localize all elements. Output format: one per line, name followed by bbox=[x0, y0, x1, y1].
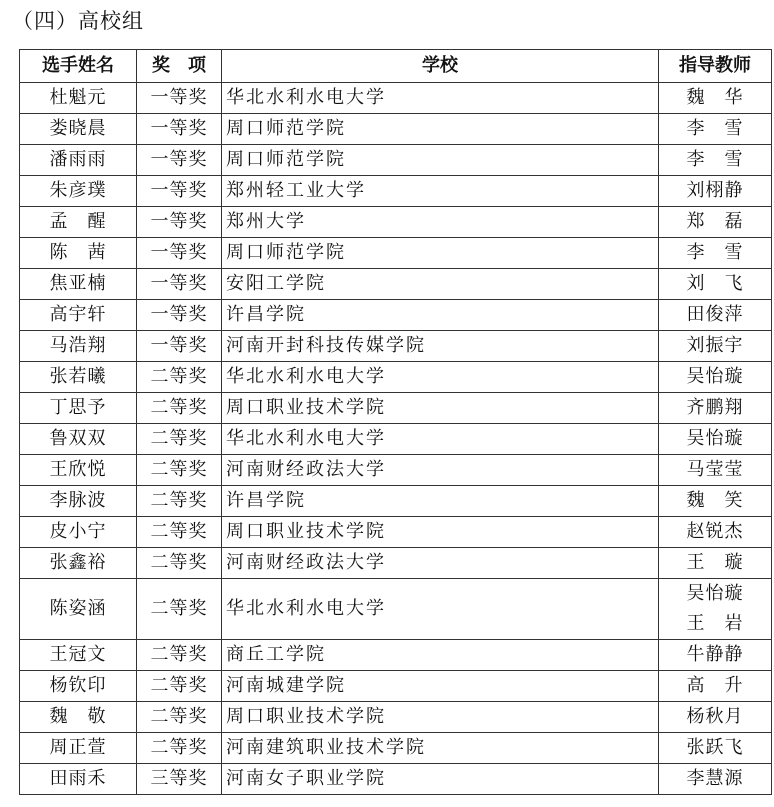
table-row bbox=[20, 331, 772, 362]
advisor-name: 高 升 bbox=[686, 675, 744, 696]
school-name: 华北水利水电大学 bbox=[222, 362, 659, 393]
table-row bbox=[20, 362, 772, 393]
award-level: 一等奖 bbox=[137, 238, 222, 269]
advisor-cell bbox=[659, 424, 772, 455]
school-name: 安阳工学院 bbox=[222, 269, 659, 300]
advisor-cell bbox=[659, 83, 772, 114]
advisor-name: 杨秋月 bbox=[686, 706, 744, 727]
table-row bbox=[20, 424, 772, 455]
advisor-cell bbox=[659, 238, 772, 269]
table-row bbox=[20, 455, 772, 486]
advisor-name: 吴怡璇 bbox=[686, 366, 744, 387]
award-level: 一等奖 bbox=[137, 176, 222, 207]
table-row bbox=[20, 393, 772, 424]
contestant-name: 高宇轩 bbox=[20, 300, 137, 331]
school-name: 河南财经政法大学 bbox=[222, 548, 659, 579]
contestant-name: 王冠文 bbox=[20, 640, 137, 671]
contestant-name: 马浩翔 bbox=[20, 331, 137, 362]
award-level: 二等奖 bbox=[137, 455, 222, 486]
school-name: 河南城建学院 bbox=[222, 671, 659, 702]
contestant-name: 张若曦 bbox=[20, 362, 137, 393]
school-name: 许昌学院 bbox=[222, 486, 659, 517]
contestant-name: 丁思予 bbox=[20, 393, 137, 424]
contestant-name: 焦亚楠 bbox=[20, 269, 137, 300]
school-name: 周口职业技术学院 bbox=[222, 517, 659, 548]
table-row bbox=[20, 269, 772, 300]
advisor-name: 吴怡璇 bbox=[686, 583, 744, 604]
advisor-cell bbox=[659, 517, 772, 548]
advisor-name: 刘栩静 bbox=[686, 180, 744, 201]
contestant-name: 田雨禾 bbox=[20, 764, 137, 795]
advisor-name: 王 岩 bbox=[686, 613, 744, 634]
advisor-name: 赵锐杰 bbox=[686, 521, 744, 542]
award-level: 二等奖 bbox=[137, 579, 222, 640]
school-name: 河南财经政法大学 bbox=[222, 455, 659, 486]
advisor-cell bbox=[659, 362, 772, 393]
advisor-cell bbox=[659, 764, 772, 795]
school-name: 河南建筑职业技术学院 bbox=[222, 733, 659, 764]
table-row bbox=[20, 702, 772, 733]
contestant-name: 娄晓晨 bbox=[20, 114, 137, 145]
award-level: 二等奖 bbox=[137, 702, 222, 733]
table-row bbox=[20, 671, 772, 702]
award-level: 一等奖 bbox=[137, 269, 222, 300]
contestant-name: 张鑫裕 bbox=[20, 548, 137, 579]
advisor-name: 张跃飞 bbox=[686, 737, 744, 758]
school-name: 周口师范学院 bbox=[222, 114, 659, 145]
award-level: 二等奖 bbox=[137, 362, 222, 393]
advisor-name: 魏 笑 bbox=[686, 490, 744, 511]
advisor-cell bbox=[659, 176, 772, 207]
award-level: 二等奖 bbox=[137, 733, 222, 764]
advisor-name: 王 璇 bbox=[686, 552, 744, 573]
table-row bbox=[20, 579, 772, 640]
advisor-cell bbox=[659, 579, 772, 640]
table-row bbox=[20, 733, 772, 764]
table-row bbox=[20, 207, 772, 238]
contestant-name: 王欣悦 bbox=[20, 455, 137, 486]
advisor-cell bbox=[659, 331, 772, 362]
award-level: 一等奖 bbox=[137, 207, 222, 238]
advisor-name: 齐鹏翔 bbox=[686, 397, 744, 418]
section-title: （四）高校组 bbox=[12, 9, 144, 33]
advisor-cell bbox=[659, 300, 772, 331]
school-name: 河南女子职业学院 bbox=[222, 764, 659, 795]
school-name: 商丘工学院 bbox=[222, 640, 659, 671]
advisor-cell bbox=[659, 145, 772, 176]
table-body bbox=[20, 83, 772, 795]
advisor-name: 李慧源 bbox=[686, 768, 744, 789]
table-row bbox=[20, 548, 772, 579]
award-level: 一等奖 bbox=[137, 145, 222, 176]
school-name: 华北水利水电大学 bbox=[222, 579, 659, 640]
advisor-cell bbox=[659, 702, 772, 733]
contestant-name: 杜魁元 bbox=[20, 83, 137, 114]
award-level: 二等奖 bbox=[137, 640, 222, 671]
school-name: 华北水利水电大学 bbox=[222, 83, 659, 114]
table-row bbox=[20, 517, 772, 548]
table-row bbox=[20, 114, 772, 145]
advisor-cell bbox=[659, 207, 772, 238]
school-name: 周口师范学院 bbox=[222, 238, 659, 269]
table-row bbox=[20, 83, 772, 114]
advisor-cell bbox=[659, 486, 772, 517]
advisor-cell bbox=[659, 548, 772, 579]
table-row bbox=[20, 145, 772, 176]
school-name: 周口职业技术学院 bbox=[222, 393, 659, 424]
advisor-name: 李 雪 bbox=[686, 118, 744, 139]
award-level: 一等奖 bbox=[137, 83, 222, 114]
school-name: 华北水利水电大学 bbox=[222, 424, 659, 455]
contestant-name: 周正萱 bbox=[20, 733, 137, 764]
advisor-name: 李 雪 bbox=[686, 242, 744, 263]
award-level: 二等奖 bbox=[137, 671, 222, 702]
award-level: 三等奖 bbox=[137, 764, 222, 795]
contestant-name: 陈姿涵 bbox=[20, 579, 137, 640]
advisor-name: 刘 飞 bbox=[686, 273, 744, 294]
award-level: 二等奖 bbox=[137, 393, 222, 424]
advisor-name: 牛静静 bbox=[686, 644, 744, 665]
table-row bbox=[20, 238, 772, 269]
award-level: 二等奖 bbox=[137, 548, 222, 579]
school-name: 郑州大学 bbox=[222, 207, 659, 238]
school-name: 周口职业技术学院 bbox=[222, 702, 659, 733]
table-header-row bbox=[20, 50, 772, 83]
header-teacher: 指导教师 bbox=[659, 50, 772, 83]
advisor-name: 刘振宇 bbox=[686, 335, 744, 356]
advisor-cell bbox=[659, 269, 772, 300]
advisor-cell bbox=[659, 733, 772, 764]
advisor-name: 吴怡璇 bbox=[686, 428, 744, 449]
advisor-name: 魏 华 bbox=[686, 87, 744, 108]
award-level: 二等奖 bbox=[137, 517, 222, 548]
advisor-name: 马莹莹 bbox=[686, 459, 744, 480]
contestant-name: 鲁双双 bbox=[20, 424, 137, 455]
award-level: 二等奖 bbox=[137, 424, 222, 455]
contestant-name: 陈 茜 bbox=[20, 238, 137, 269]
advisor-cell bbox=[659, 393, 772, 424]
contestant-name: 孟 醒 bbox=[20, 207, 137, 238]
advisor-name: 李 雪 bbox=[686, 149, 744, 170]
table-row bbox=[20, 764, 772, 795]
contestant-name: 朱彦璞 bbox=[20, 176, 137, 207]
award-level: 一等奖 bbox=[137, 331, 222, 362]
school-name: 许昌学院 bbox=[222, 300, 659, 331]
school-name: 周口师范学院 bbox=[222, 145, 659, 176]
award-level: 二等奖 bbox=[137, 486, 222, 517]
awards-table bbox=[19, 49, 772, 795]
advisor-cell bbox=[659, 640, 772, 671]
table-row bbox=[20, 176, 772, 207]
header-name: 选手姓名 bbox=[20, 50, 137, 83]
award-level: 一等奖 bbox=[137, 114, 222, 145]
table-row bbox=[20, 300, 772, 331]
header-award: 奖 项 bbox=[137, 50, 222, 83]
contestant-name: 李脉波 bbox=[20, 486, 137, 517]
advisor-cell bbox=[659, 671, 772, 702]
award-level: 一等奖 bbox=[137, 300, 222, 331]
advisor-cell bbox=[659, 455, 772, 486]
contestant-name: 潘雨雨 bbox=[20, 145, 137, 176]
table-row bbox=[20, 640, 772, 671]
advisor-cell bbox=[659, 114, 772, 145]
contestant-name: 魏 敬 bbox=[20, 702, 137, 733]
table-row bbox=[20, 486, 772, 517]
school-name: 郑州轻工业大学 bbox=[222, 176, 659, 207]
advisor-name: 田俊萍 bbox=[686, 304, 744, 325]
school-name: 河南开封科技传媒学院 bbox=[222, 331, 659, 362]
contestant-name: 杨钦印 bbox=[20, 671, 137, 702]
header-school: 学校 bbox=[222, 50, 659, 83]
advisor-name: 郑 磊 bbox=[686, 211, 744, 232]
contestant-name: 皮小宁 bbox=[20, 517, 137, 548]
